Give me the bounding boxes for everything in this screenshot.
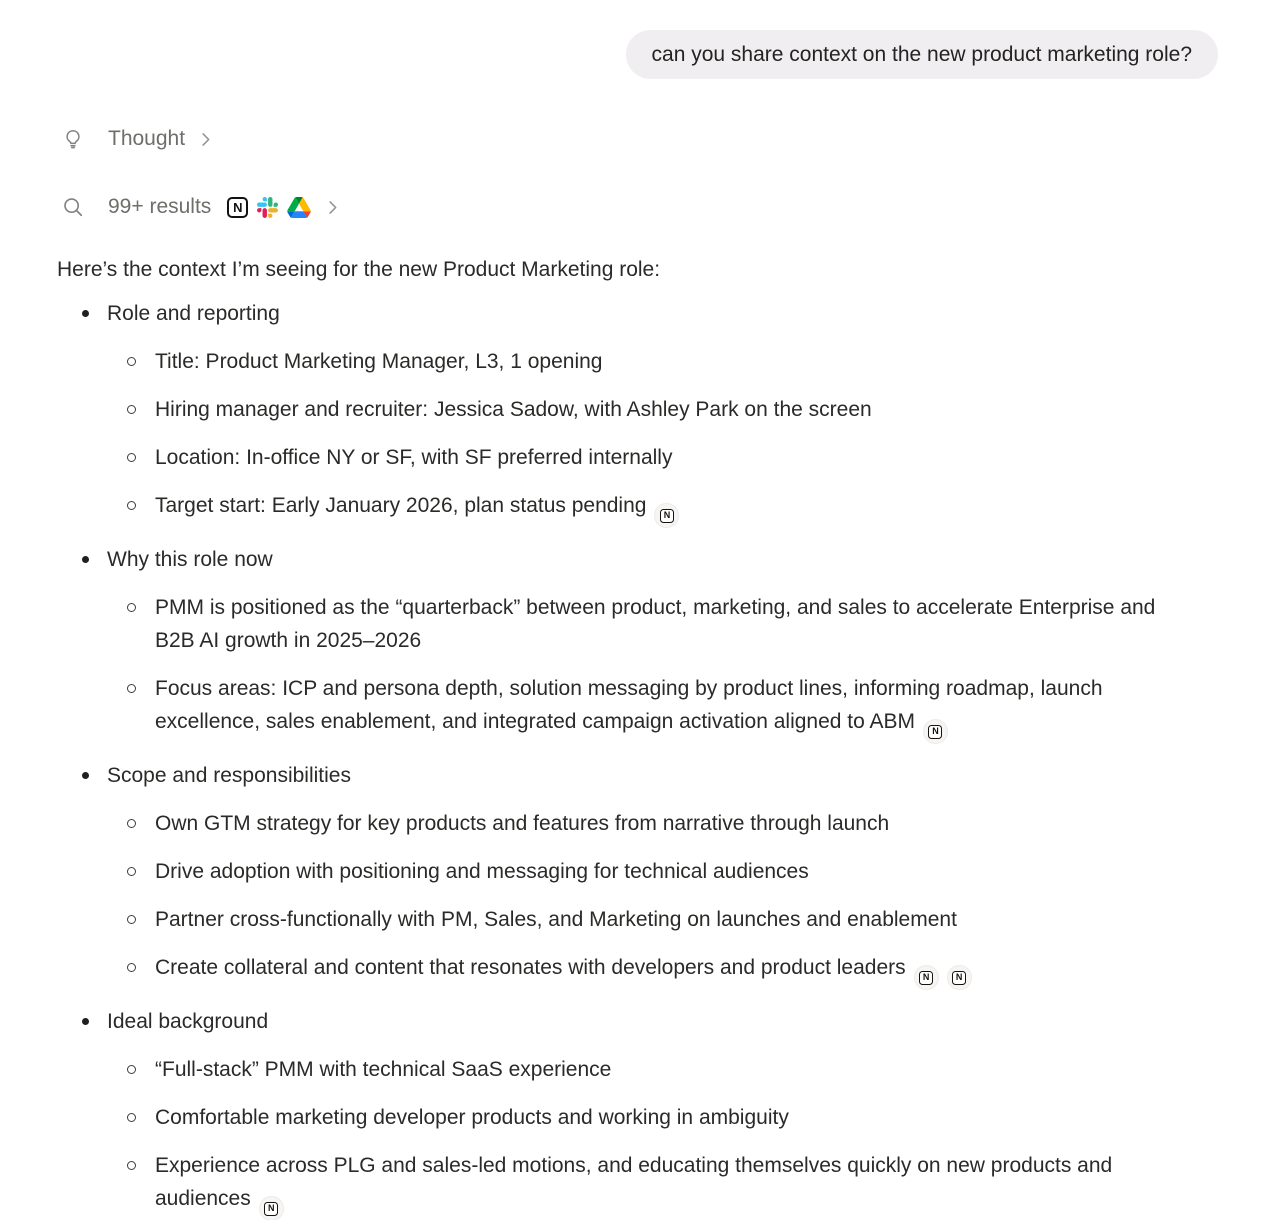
list-item [57, 441, 1169, 474]
bullet-marker [57, 807, 155, 840]
assistant-response [57, 253, 1169, 1220]
circle-bullet-icon [127, 819, 136, 828]
item-text-span: Hiring manager and recruiter: Jessica Sadow, with Ashley Park on the screen [155, 398, 872, 421]
section-title: Scope and responsibilities [107, 764, 351, 787]
search-icon [62, 196, 84, 218]
item-text-span: Drive adoption with positioning and messaging for technical audiences [155, 860, 809, 883]
list-item [57, 1053, 1169, 1086]
circle-bullet-icon [127, 1113, 136, 1122]
item-text [155, 1053, 611, 1086]
item-text [155, 441, 672, 474]
bullet-marker [57, 672, 155, 705]
bullet-marker [57, 951, 155, 984]
notion-icon: N [264, 1202, 278, 1216]
bullet-marker [57, 393, 155, 426]
list-item [57, 951, 1169, 990]
section-role-and-reporting [57, 297, 1169, 528]
item-text-span: Create collateral and content that resonates with developers and product leaders [155, 956, 906, 979]
user-message-bubble: can you share context on the new product marketing role? [626, 30, 1218, 79]
bullet-marker [57, 903, 155, 936]
circle-bullet-icon [127, 501, 136, 510]
user-message-row [57, 30, 1218, 79]
circle-bullet-icon [127, 1161, 136, 1170]
notion-citation-chip[interactable] [654, 503, 679, 528]
circle-bullet-icon [127, 357, 136, 366]
item-text-span: Own GTM strategy for key products and features from narrative through launch [155, 812, 890, 835]
circle-bullet-icon [127, 963, 136, 972]
notion-citation-chip[interactable] [947, 965, 972, 990]
bullet-icon [82, 556, 89, 563]
list-item [57, 591, 1169, 657]
bullet-icon [82, 772, 89, 779]
notion-icon: N [919, 971, 933, 985]
circle-bullet-icon [127, 867, 136, 876]
circle-bullet-icon [127, 1065, 136, 1074]
item-text [155, 345, 602, 378]
item-text [155, 1149, 1165, 1220]
circle-bullet-icon [127, 453, 136, 462]
lightbulb-icon [62, 128, 84, 150]
item-text [155, 903, 957, 936]
bullet-marker [57, 1149, 155, 1182]
bullet-icon [82, 310, 89, 317]
item-text-span: Location: In-office NY or SF, with SF preferred internally [155, 446, 673, 469]
bullet-marker [57, 591, 155, 624]
section-title: Why this role now [107, 548, 273, 571]
list-item [57, 297, 1169, 330]
list-item [57, 393, 1169, 426]
bullet-icon [82, 1018, 89, 1025]
circle-bullet-icon [127, 603, 136, 612]
item-text-span: Experience across PLG and sales-led motions, and educating themselves quickly on new products and audiences [155, 1154, 1113, 1210]
section-why-this-role-now [57, 543, 1169, 744]
section-title: Ideal background [107, 1010, 269, 1033]
item-text-span: Title: Product Marketing Manager, L3, 1 opening [155, 350, 603, 373]
item-text-span: Focus areas: ICP and persona depth, solution messaging by product lines, informing roadmap, launch excellence, sales enablement, and integrated campaign activation aligned to ABM [155, 677, 1103, 733]
item-text [155, 951, 972, 990]
item-text [155, 672, 1165, 744]
item-text [155, 855, 809, 888]
list-item [57, 807, 1169, 840]
list-item [57, 903, 1169, 936]
circle-bullet-icon [127, 915, 136, 924]
notion-source-icon: N [227, 197, 248, 218]
notion-icon: N [952, 971, 966, 985]
item-text [155, 489, 679, 528]
intro-text: Here’s the context I’m seeing for the new Product Marketing role: [57, 258, 661, 281]
bullet-marker [57, 441, 155, 474]
slack-source-icon [257, 197, 278, 218]
item-text-span: Partner cross-functionally with PM, Sales, and Marketing on launches and enablement [155, 908, 957, 931]
bullet-marker [57, 345, 155, 378]
section-scope-and-responsibilities [57, 759, 1169, 990]
list-item [57, 759, 1169, 792]
bullet-marker [57, 1101, 155, 1134]
list-item [57, 489, 1169, 528]
thought-toggle-row[interactable] [57, 124, 1218, 154]
item-text-span: PMM is positioned as the “quarterback” between product, marketing, and sales to accelerate Enterprise and B2B AI growth in 2025–2026 [155, 596, 1156, 652]
bullet-marker [57, 489, 155, 522]
bullet-marker [57, 543, 107, 576]
list-item [57, 1149, 1169, 1220]
thought-label: Thought [108, 127, 186, 150]
notion-citation-chip[interactable] [923, 719, 948, 744]
bullet-marker [57, 855, 155, 888]
list-item [57, 543, 1169, 576]
notion-citation-chip[interactable] [259, 1196, 284, 1220]
item-text [155, 393, 872, 426]
list-item [57, 672, 1169, 744]
list-item [57, 345, 1169, 378]
list-item [57, 855, 1169, 888]
notion-icon: N [928, 725, 942, 739]
circle-bullet-icon [127, 405, 136, 414]
section-title: Role and reporting [107, 302, 280, 325]
bullet-marker [57, 1005, 107, 1038]
circle-bullet-icon [127, 684, 136, 693]
item-text [155, 591, 1165, 657]
notion-citation-chip[interactable] [914, 965, 939, 990]
item-text-span: “Full-stack” PMM with technical SaaS experience [155, 1058, 612, 1081]
item-text-span: Comfortable marketing developer products and working in ambiguity [155, 1106, 789, 1129]
bullet-marker [57, 1053, 155, 1086]
search-results-toggle-row[interactable] [57, 192, 1218, 222]
chevron-right-icon[interactable] [323, 198, 342, 217]
google-drive-source-icon [287, 197, 311, 218]
bullet-marker [57, 759, 107, 792]
item-text-span: Target start: Early January 2026, plan status pending [155, 494, 647, 517]
chevron-right-icon[interactable] [196, 130, 215, 149]
item-text [155, 807, 889, 840]
section-ideal-background [57, 1005, 1169, 1220]
results-count-label: 99+ results [108, 195, 212, 218]
bullet-marker [57, 297, 107, 330]
list-item [57, 1005, 1169, 1038]
notion-icon: N [660, 509, 674, 523]
item-text [155, 1101, 789, 1134]
list-item [57, 1101, 1169, 1134]
source-icons-group [227, 197, 311, 218]
